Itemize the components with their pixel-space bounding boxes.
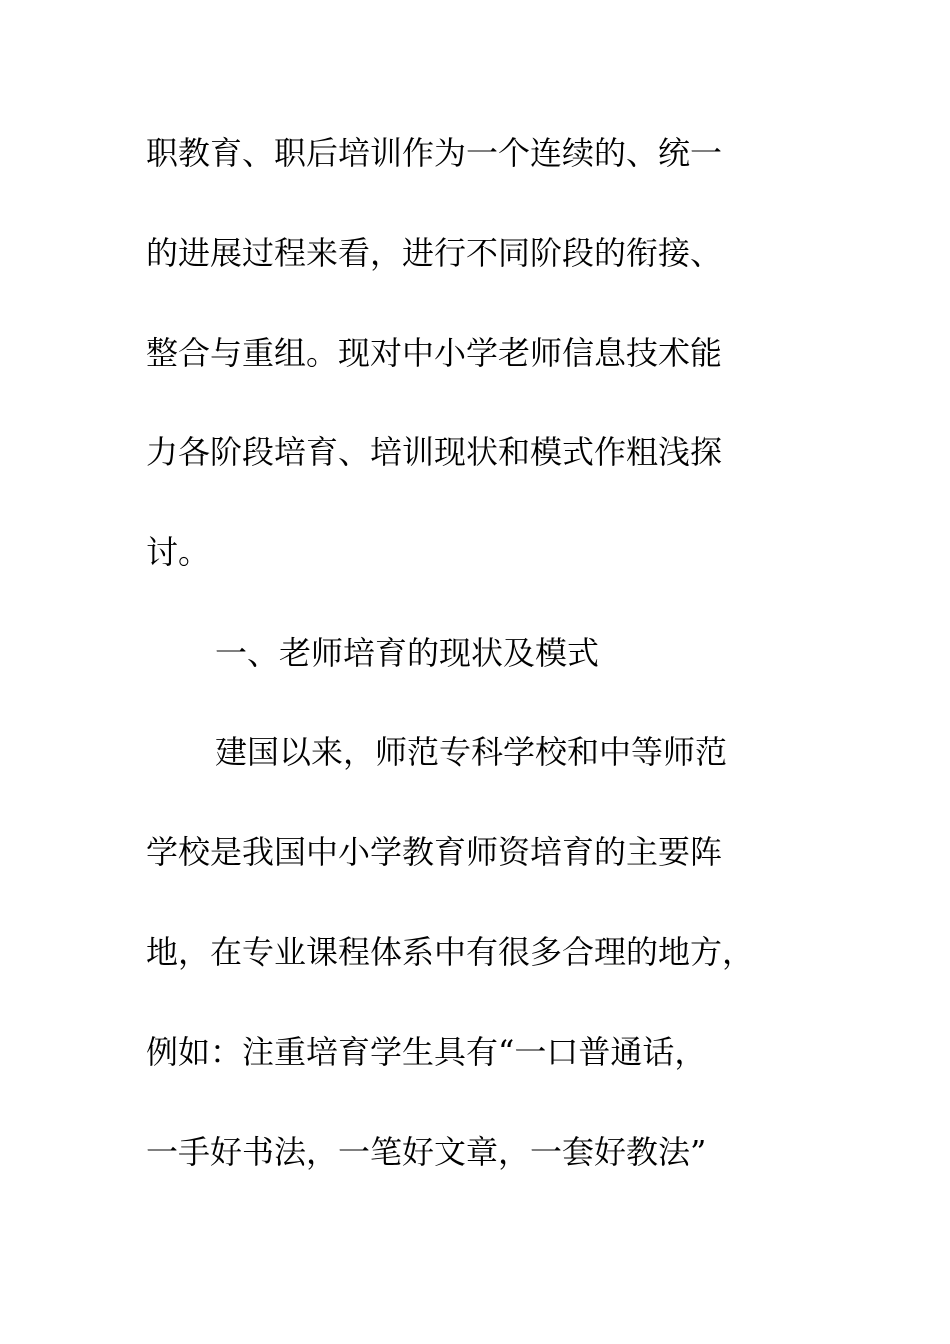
section-heading: 一、老师培育的现状及模式 bbox=[215, 634, 600, 672]
paragraph-line: 例如：注重培育学生具有“一口普通话， bbox=[146, 1033, 707, 1071]
paragraph-line: 整合与重组。现对中小学老师信息技术能 bbox=[146, 334, 723, 372]
paragraph-line: 的进展过程来看，进行不同阶段的衔接、 bbox=[146, 234, 723, 272]
paragraph-line: 学校是我国中小学教育师资培育的主要阵 bbox=[146, 833, 723, 871]
paragraph-line: 讨。 bbox=[146, 533, 211, 571]
paragraph-line: 力各阶段培育、培训现状和模式作粗浅探 bbox=[146, 433, 723, 471]
paragraph-line: 一手好书法，一笔好文章，一套好教法” bbox=[146, 1133, 707, 1171]
paragraph-line: 职教育、职后培训作为一个连续的、统一 bbox=[146, 134, 723, 172]
paragraph-line: 地，在专业课程体系中有很多合理的地方， bbox=[146, 933, 755, 971]
paragraph-line: 建国以来，师范专科学校和中等师范 bbox=[215, 733, 728, 771]
